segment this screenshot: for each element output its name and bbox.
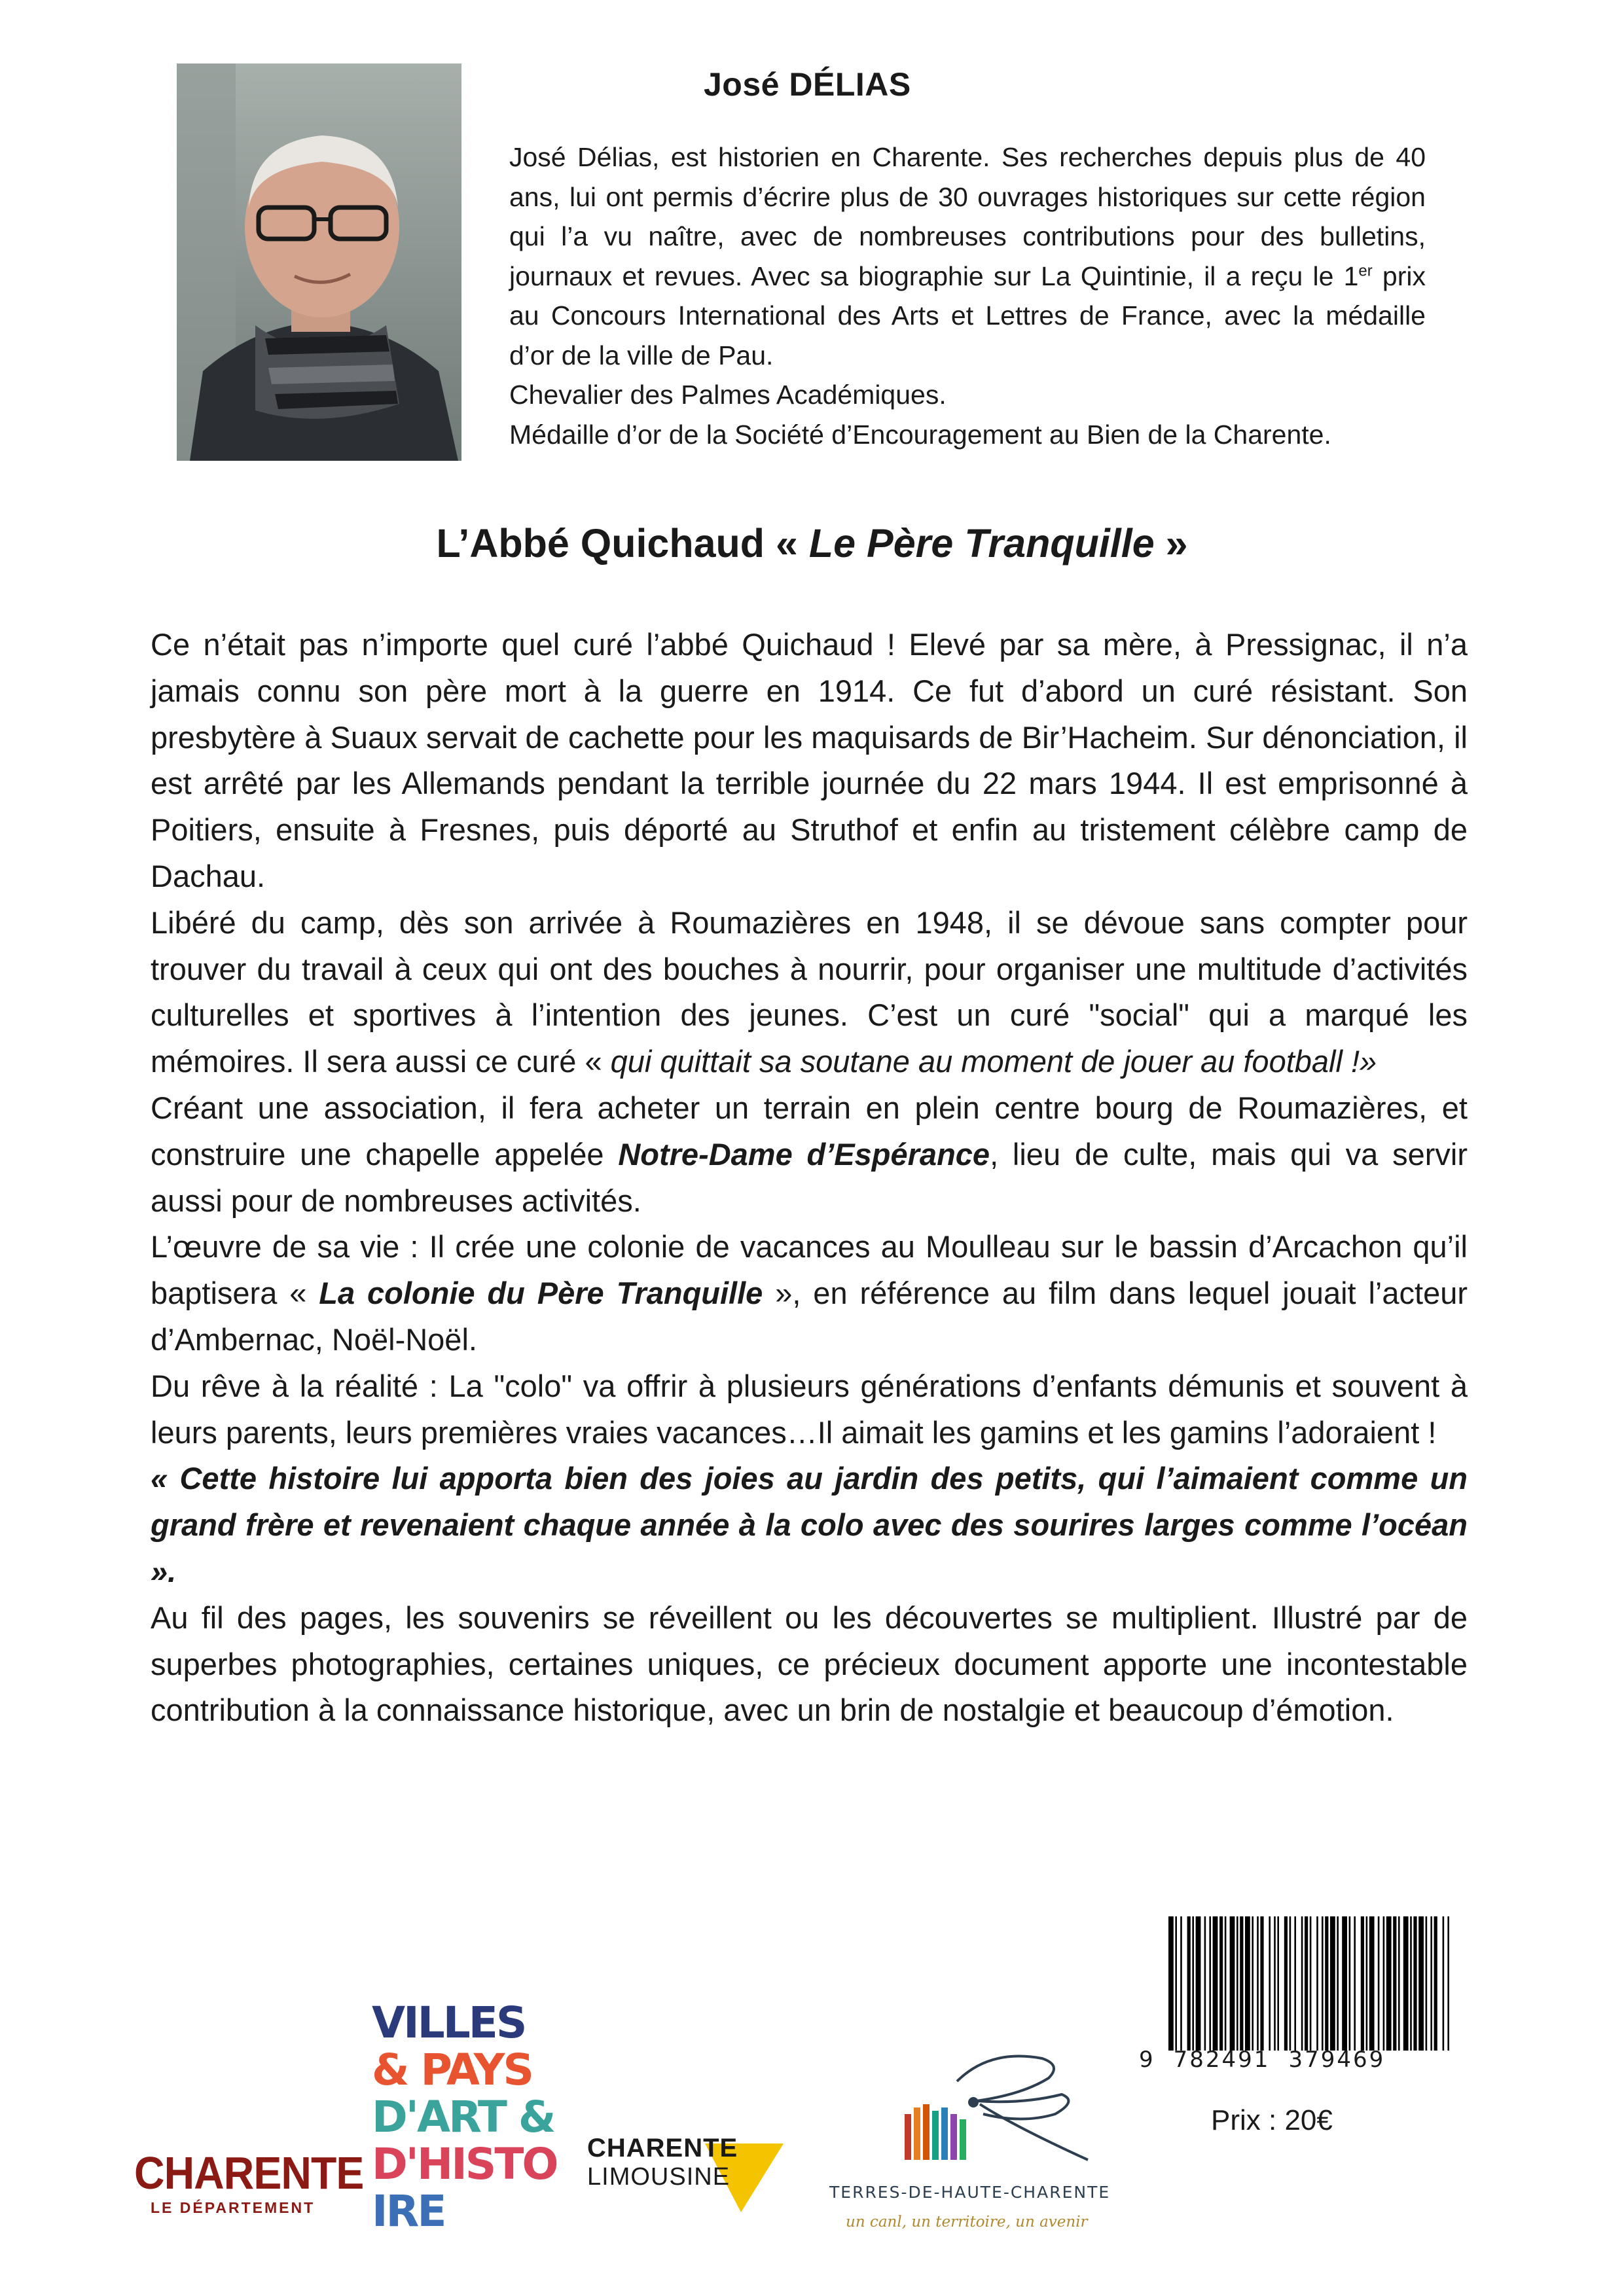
barcode-bar [1225, 1916, 1227, 2051]
barcode-bar [1322, 1916, 1324, 2051]
paragraph-6-quote: « Cette histoire lui apporta bien des joies au jardin des petits, qui l’aimaient comme un grand frère et revenaient chaque année à la colo avec des sourires larges comme l’océan ». [151, 1461, 1468, 1588]
charente-limousine-line-1: CHARENTE [587, 2134, 738, 2162]
barcode-bar [1386, 1916, 1392, 2051]
barcode-bar [1187, 1916, 1191, 2051]
charente-limousine-logo [587, 2134, 797, 2212]
villes-logo-line-3: D'ART & [372, 2092, 554, 2142]
book-title-suffix: » [1154, 521, 1188, 565]
barcode-bar [1426, 1916, 1428, 2051]
barcode-bar [1290, 1916, 1291, 2051]
barcode-bar [1269, 1916, 1271, 2051]
barcode-bar [1325, 1916, 1328, 2051]
charente-logo-sub: LE DÉPARTEMENT [151, 2199, 316, 2216]
paragraph-1: Ce n’était pas n’importe quel curé l’abbé Quichaud ! Elevé par sa mère, à Pressignac, il n’a jamais connu son père mort à la guerre en 1914. Ce fut d’abord un curé résistant. Son presbytère à Suaux servait de cachette pour les maquisards de Bir’Hacheim. Sur dénonciation, il est arrêté par les Allemands pendant la terrible journée du 22 mars 1944. Il est emprisonné à Poitiers, ensuite à Fresnes, puis déporté au Struthof et enfin au tristement célèbre camp de Dachau. [151, 627, 1468, 893]
paragraph-7: Au fil des pages, les souvenirs se réveillent ou les découvertes se multiplient. Illustré par de superbes photographies, certaines uniques, ce précieux document apporte une incontestable contribution à la connaissance historique, avec un brin de nostalgie et beaucoup d’émotion. [151, 1600, 1468, 1728]
barcode-bar [1430, 1916, 1432, 2051]
barcode-bar [1447, 1916, 1449, 2051]
charente-departement-logo [134, 2147, 364, 2245]
barcode-bar [1354, 1916, 1356, 2051]
author-honor-2: Médaille d’or de la Société d’Encouragement au Bien de la Charente. [509, 419, 1331, 450]
villes-logo-line-5: IRE [372, 2186, 445, 2236]
terres-logo-tagline: un canl, un territoire, un avenir [846, 2214, 1088, 2231]
terres-logo-name: TERRES-DE-HAUTE-CHARENTE [829, 2183, 1111, 2202]
back-cover-text [151, 622, 1468, 1734]
barcode-digit-group-2: 782491 [1173, 2047, 1271, 2073]
author-portrait-image [177, 63, 461, 461]
barcode [1168, 1916, 1450, 2051]
chapel-name: Notre-Dame d’Espérance [618, 1136, 990, 1172]
barcode-bar [1213, 1916, 1218, 2051]
barcode-bar [1236, 1916, 1238, 2051]
barcode-bar [1378, 1916, 1380, 2051]
author-bio [509, 137, 1426, 454]
barcode-bar [1443, 1916, 1445, 2051]
barcode-bar [1410, 1916, 1412, 2051]
barcode-bar [1413, 1916, 1416, 2051]
dragonfly-icon [826, 2042, 1134, 2179]
author-photo [177, 63, 461, 461]
paragraph-2-quote: qui quittait sa soutane au moment de jouer au football !» [610, 1044, 1377, 1079]
barcode-bar [1230, 1916, 1235, 2051]
barcode-bar [1330, 1916, 1335, 2051]
barcode-bar [1349, 1916, 1351, 2051]
author-name: José DÉLIAS [704, 66, 911, 103]
barcode-bar [1316, 1916, 1318, 2051]
barcode-bar [1192, 1916, 1194, 2051]
villes-logo-line-4: D'HISTO [372, 2139, 557, 2189]
bio-superscript: er [1358, 261, 1373, 279]
barcode-bar [1310, 1916, 1312, 2051]
barcode-bar [1301, 1916, 1303, 2051]
paragraph-2 [151, 900, 1468, 1085]
barcode-bar [1196, 1916, 1201, 2051]
barcode-bar [1393, 1916, 1396, 2051]
barcode-bar [1383, 1916, 1385, 2051]
charente-logo-main: CHARENTE [134, 2147, 364, 2198]
villes-pays-art-histoire-logo [372, 1998, 557, 2236]
barcode-bar [1403, 1916, 1409, 2051]
barcode-bar [1209, 1916, 1211, 2051]
barcode-digit-group-1: 9 [1139, 2047, 1155, 2073]
barcode-bar [1260, 1916, 1263, 2051]
bio-text-1: José Délias, est historien en Charente. Ses recherches depuis plus de 40 ans, lui ont permis d’écrire plus de 30 ouvrages historiques sur cette région qui l’a vu naître, avec de nombreuses contributions pour des bulletins, journaux et revues. Avec sa biographie sur La Quintinie, il a reçu le 1 [509, 142, 1426, 291]
paragraph-4-text-b: », en référence au film dans lequel jouait l’acteur d’Ambernac, Noël-Noël. [151, 1276, 1468, 1357]
book-title-italic: Le Père Tranquille [808, 521, 1155, 565]
barcode-bar [1257, 1916, 1259, 2051]
barcode-digit-group-3: 379469 [1288, 2047, 1386, 2073]
barcode-bar [1398, 1916, 1400, 2051]
barcode-bar [1366, 1916, 1368, 2051]
barcode-bar [1305, 1916, 1308, 2051]
barcode-bar [1337, 1916, 1339, 2051]
villes-logo-line-2: & PAYS [372, 2045, 532, 2095]
paragraph-4 [151, 1224, 1468, 1363]
paragraph-3-text-b: , lieu de culte, mais qui va servir aussi pour de nombreuses activités. [151, 1136, 1468, 1218]
barcode-bar [1175, 1916, 1177, 2051]
paragraph-4-text-a: L’œuvre de sa vie : Il crée une colonie de vacances au Moulleau sur le bassin d’Arcachon qu’il baptisera « [151, 1229, 1468, 1311]
price-label: Prix : 20€ [1211, 2104, 1333, 2136]
paragraph-3 [151, 1085, 1468, 1224]
barcode-bar [1342, 1916, 1347, 2051]
paragraph-2-text: Libéré du camp, dès son arrivée à Roumazières en 1948, il se dévoue sans compter pour trouver du travail à ceux qui ont des bouches à nourrir, pour organiser une multitude d’activités culturelles et sportives à l’intention des jeunes. C’est un curé "social" qui a marqué les mémoires. Il sera aussi ce curé « [151, 905, 1468, 1079]
author-honor-1: Chevalier des Palmes Académiques. [509, 380, 947, 410]
barcode-bar [1274, 1916, 1276, 2051]
barcode-bar [1284, 1916, 1288, 2051]
barcode-bar [1361, 1916, 1364, 2051]
barcode-bar [1418, 1916, 1424, 2051]
barcode-bar [1240, 1916, 1243, 2051]
barcode-bar [1294, 1916, 1296, 2051]
paragraph-3-text-a: Créant une association, il fera acheter un terrain en plein centre bourg de Roumazières, et construire une chapelle appelée [151, 1090, 1468, 1172]
barcode-bar [1180, 1916, 1182, 2051]
barcode-bar [1168, 1916, 1174, 2051]
barcode-digits [1139, 2047, 1453, 2073]
barcode-bar [1204, 1916, 1206, 2051]
bio-text-2: prix au Concours International des Arts et Lettres de France, avec la médaille d’or de la ville de Pau. [509, 260, 1426, 370]
colony-name: La colonie du Père Tranquille [319, 1276, 763, 1311]
book-title-prefix: L’Abbé Quichaud « [436, 521, 809, 565]
terres-de-haute-charente-logo [826, 2042, 1134, 2238]
barcode-bar [1277, 1916, 1279, 2051]
barcode-bar [1245, 1916, 1250, 2051]
book-title [0, 520, 1624, 566]
barcode-bar [1434, 1916, 1437, 2051]
paragraph-5: Du rêve à la réalité : La "colo" va offrir à plusieurs générations d’enfants démunis et souvent à leurs parents, leurs premières vraies vacances…Il aimait les gamins et les gamins l’adoraient ! [151, 1368, 1468, 1450]
villes-logo-line-1: VILLES [372, 1998, 526, 2048]
barcode-bar [1219, 1916, 1223, 2051]
author-bio-paragraph [509, 137, 1426, 375]
barcode-bar [1369, 1916, 1375, 2051]
charente-limousine-line-2: LIMOUSINE [587, 2163, 731, 2191]
barcode-bar [1252, 1916, 1254, 2051]
